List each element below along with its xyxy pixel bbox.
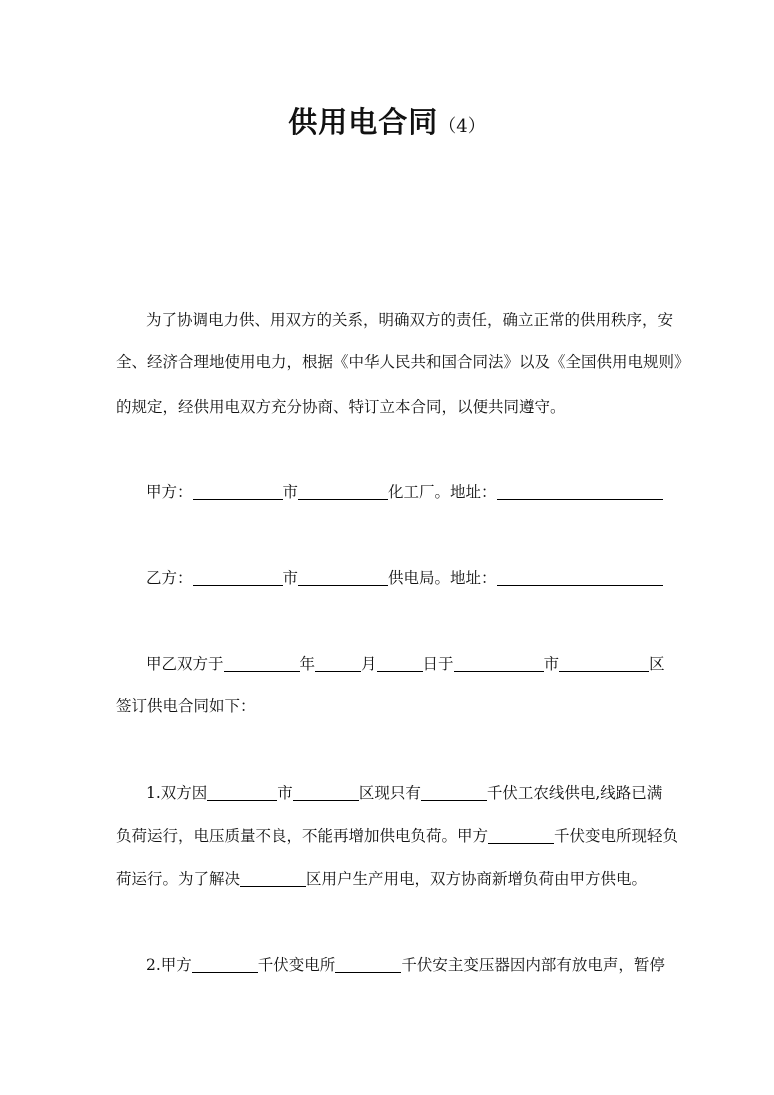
clause2-blank-1[interactable] (192, 956, 258, 973)
intro-line-1: 为了协调电力供、用双方的关系，明确双方的责任，确立正常的供用秩序，安 (146, 311, 674, 329)
signing-month-blank[interactable] (315, 655, 361, 672)
party-b-name-blank[interactable] (193, 569, 283, 586)
clause1-part-2: 市 (277, 784, 293, 802)
clause1-part-3: 区现只有 (358, 784, 421, 802)
clause1-part-1: 1.双方因 (146, 784, 208, 802)
clause1-blank-3[interactable] (421, 784, 487, 801)
clause2-part-1: 2.甲方 (146, 956, 192, 974)
signing-month: 月 (361, 655, 377, 673)
signing-city: 市 (543, 655, 560, 673)
party-b-city: 市 (282, 569, 299, 587)
signing-city-blank[interactable] (454, 655, 544, 672)
party-b-line (146, 568, 661, 588)
signing-line-2: 签订供电合同如下： (116, 697, 256, 715)
clause1-line2-b: 千伏变电所现轻负 (554, 827, 679, 845)
party-b-address-blank[interactable] (497, 569, 663, 586)
clause1-part-4: 千伏工农线供电,线路已满 (486, 784, 663, 802)
party-b-suffix: 供电局。地址： (388, 569, 497, 587)
party-a-suffix: 化工厂。地址： (388, 483, 497, 501)
party-a-line (146, 482, 661, 502)
clause1-line3-a: 荷运行。为了解决 (116, 870, 241, 888)
clause1-blank-5[interactable] (240, 870, 306, 887)
clause1-line2-a: 负荷运行，电压质量不良，不能再增加供电负荷。甲方 (116, 827, 489, 845)
clause1-blank-4[interactable] (488, 827, 554, 844)
signing-district-blank[interactable] (559, 655, 649, 672)
clause2-part-3: 千伏安主变压器因内部有放电声，暂停 (401, 956, 665, 974)
clause2-line-1 (146, 955, 665, 975)
clause2-blank-2[interactable] (335, 956, 401, 973)
clause1-line-3 (116, 869, 661, 889)
clause1-blank-1[interactable] (207, 784, 277, 801)
signing-prefix: 甲乙双方于 (146, 655, 224, 673)
signing-year: 年 (299, 655, 316, 673)
signing-day: 日于 (422, 655, 454, 673)
intro-line-3: 的规定，经供用电双方充分协商、特订立本合同，以便共同遵守。 (116, 398, 566, 416)
intro-line-2: 全、经济合理地使用电力，根据《中华人民共和国合同法》以及《全国供用电规则》 (116, 353, 690, 371)
signing-day-blank[interactable] (377, 655, 423, 672)
title-main: 供用电合同 (288, 105, 439, 139)
signing-district: 区 (649, 655, 665, 673)
signing-line-1 (146, 654, 665, 674)
clause1-blank-2[interactable] (293, 784, 359, 801)
party-a-label: 甲方： (146, 483, 193, 501)
party-a-name-blank[interactable] (193, 483, 283, 500)
clause1-line-1 (146, 783, 661, 803)
signing-year-blank[interactable] (224, 655, 300, 672)
party-a-city: 市 (282, 483, 299, 501)
clause1-line-2 (116, 826, 679, 846)
clause1-line3-b: 区用户生产用电，双方协商新增负荷由甲方供电。 (306, 870, 648, 888)
document-title (0, 100, 774, 141)
party-b-label: 乙方： (146, 569, 193, 587)
party-b-city-blank[interactable] (298, 569, 388, 586)
party-a-city-blank[interactable] (298, 483, 388, 500)
party-a-address-blank[interactable] (497, 483, 663, 500)
title-number: （4） (438, 116, 486, 137)
clause2-part-2: 千伏变电所 (257, 956, 336, 974)
